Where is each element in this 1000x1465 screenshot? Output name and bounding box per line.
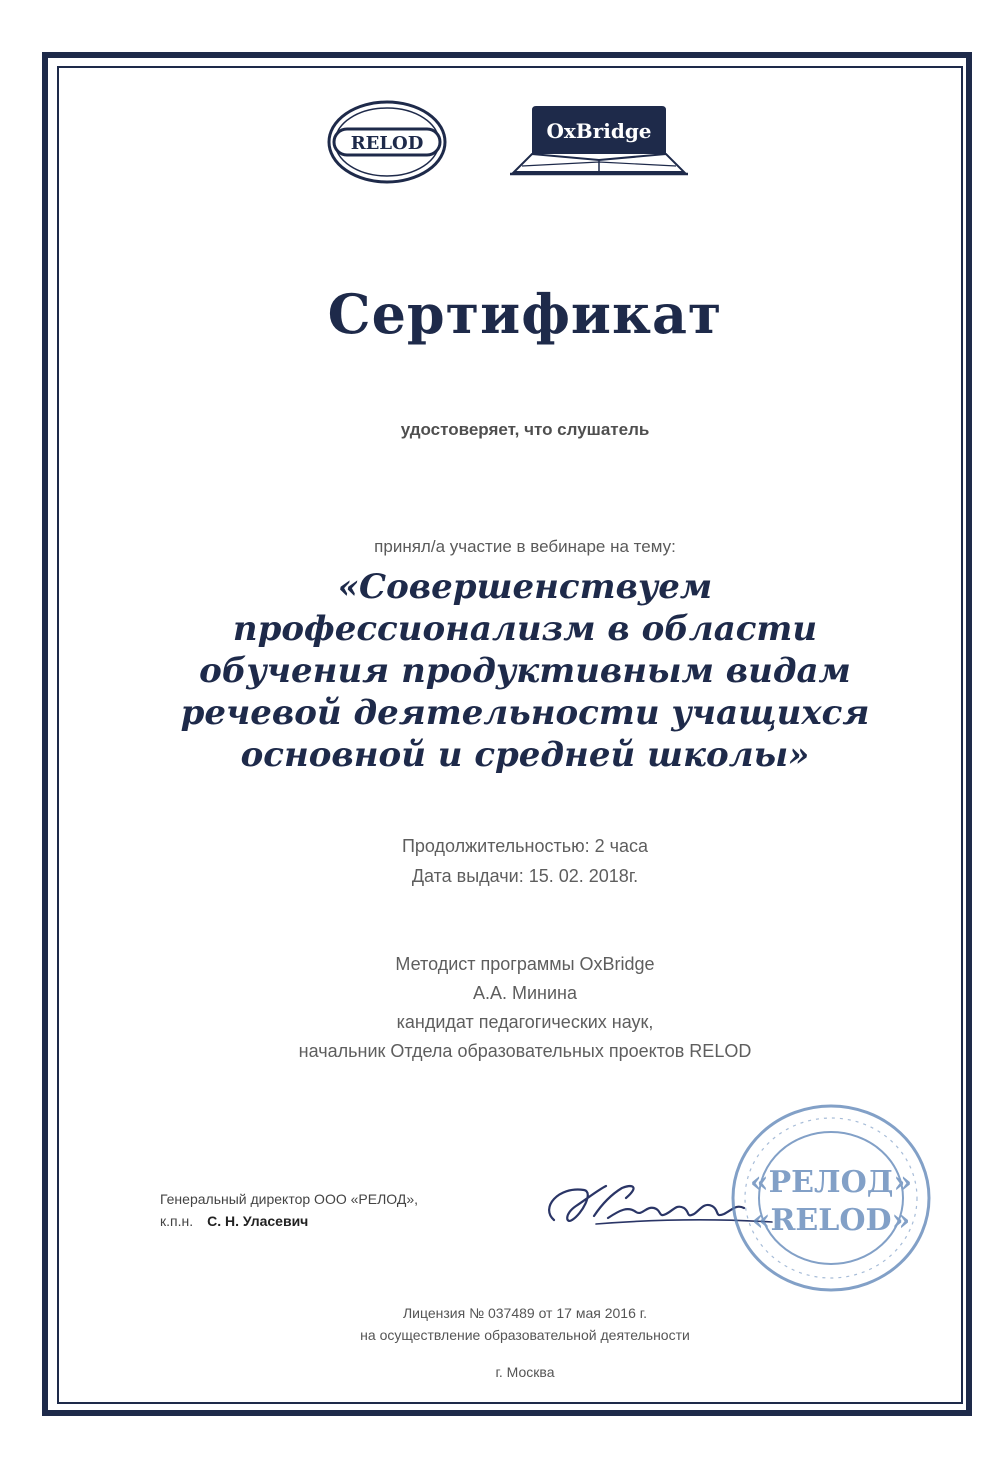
webinar-topic-line: «Совершенствуем	[337, 567, 713, 607]
director-line	[160, 1210, 418, 1232]
webinar-topic-line: обучения продуктивным видам	[199, 651, 851, 691]
director-title: Генеральный директор ООО «РЕЛОД»,	[160, 1191, 418, 1207]
duration-text: Продолжительностью: 2 часа	[401, 836, 649, 856]
stamp-text-ru: «РЕЛОД»	[749, 1165, 913, 1200]
methodist-degree: кандидат педагогических наук,	[396, 1012, 654, 1032]
director-name: С. Н. Уласевич	[207, 1213, 309, 1229]
license-block	[100, 1302, 950, 1346]
webinar-topic-line: основной и средней школы»	[240, 735, 810, 775]
certifies-text: удостоверяет, что слушатель	[400, 420, 650, 439]
city-text: г. Москва	[495, 1364, 555, 1380]
director-block	[160, 1188, 418, 1232]
license-number: Лицензия № 037489 от 17 мая 2016 г.	[402, 1305, 648, 1321]
methodist-name: А.А. Минина	[472, 983, 577, 1003]
issue-date-text: Дата выдачи: 15. 02. 2018г.	[411, 866, 639, 886]
webinar-topic-line: профессионализм в области	[232, 609, 818, 649]
relod-logo-text: RELOD	[350, 133, 424, 154]
methodist-block	[100, 950, 950, 1066]
methodist-position: начальник Отдела образовательных проектов RELOD	[298, 1041, 752, 1061]
license-purpose: на осуществление образовательной деятельности	[360, 1327, 690, 1343]
webinar-topic-line: речевой деятельности учащихся	[180, 693, 870, 733]
methodist-role: Методист программы OxBridge	[395, 954, 655, 974]
stamp-seal	[728, 1100, 934, 1296]
director-degree: к.п.н.	[160, 1213, 194, 1229]
certificate-title: Сертификат	[327, 282, 723, 346]
oxbridge-logo	[508, 104, 690, 178]
relod-logo	[326, 99, 448, 185]
oxbridge-logo-text: OxBridge	[546, 119, 652, 143]
stamp-text-en: «RELOD»	[751, 1203, 911, 1238]
participated-text: принял/а участие в вебинаре на тему:	[374, 537, 676, 556]
webinar-topic	[100, 566, 950, 776]
